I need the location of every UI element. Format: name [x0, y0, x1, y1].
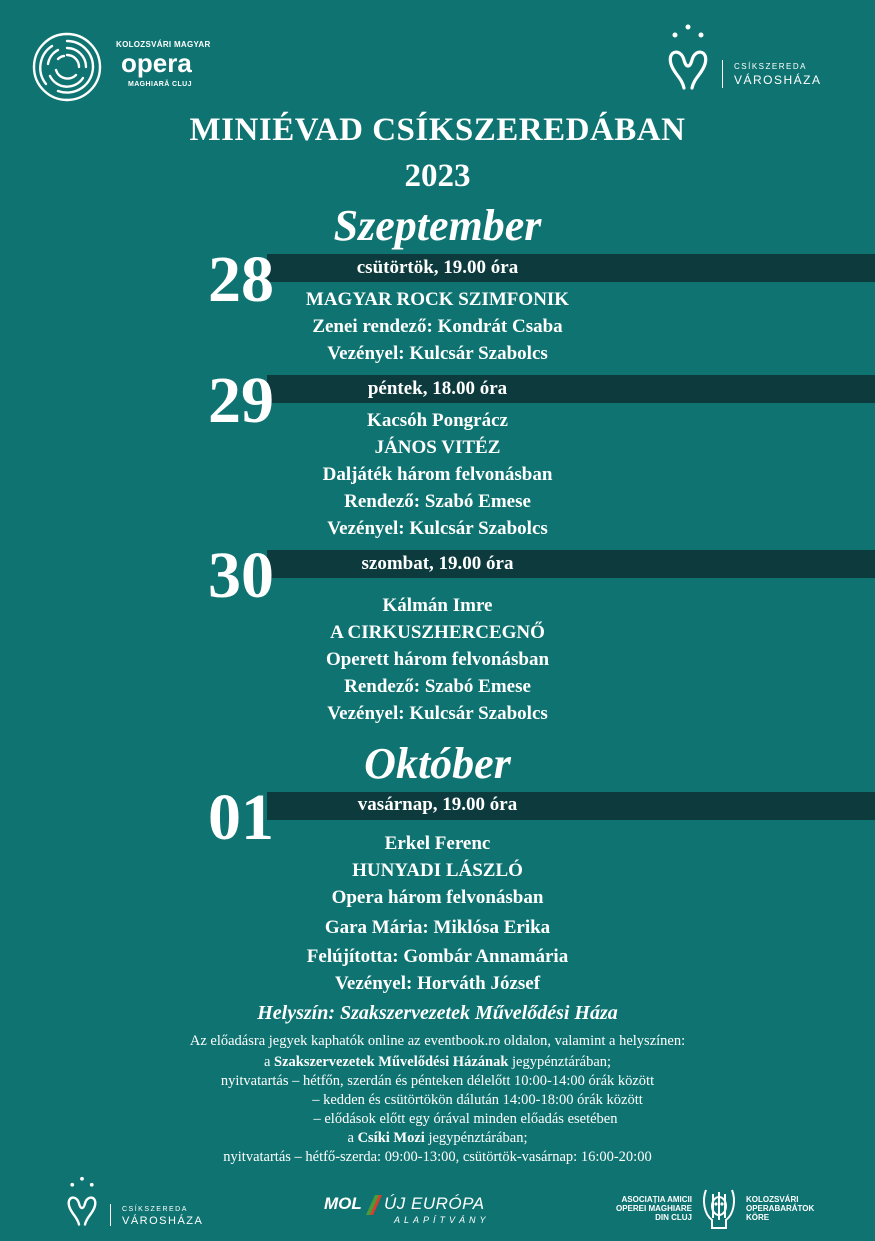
info-line: nyitvatartás – hétfőn, szerdán és pénteken délelőtt 10:00-14:00 órák között: [220, 1073, 655, 1089]
event-line: Gara Mária: Miklósa Erika: [324, 917, 551, 938]
event-day: 29: [208, 364, 274, 437]
varoshaza-emblem-icon: [64, 1174, 100, 1230]
varoshaza-logo: [664, 22, 854, 94]
event-time: péntek, 18.00 óra: [367, 378, 508, 399]
event-line: JÁNOS VITÉZ: [374, 437, 501, 458]
info-line: – kedden és csütörtökön dálután 14:00-18:00 órák között: [312, 1092, 643, 1108]
mol-name: ÚJ EURÓPA: [384, 1194, 485, 1213]
info-line: nyitvatartás – hétfő-szerda: 09:00-13:00, csütörtök-vasárnap: 16:00-20:00: [223, 1149, 652, 1165]
event-line: Vezényel: Kulcsár Szabolcs: [327, 703, 548, 724]
info-line: a Szakszervezetek Művelődési Házának jegypénztárában;: [263, 1054, 612, 1070]
mol-slash-icon: [366, 1195, 382, 1215]
varoshaza-line1: CSÍKSZEREDA: [122, 1206, 188, 1213]
info-line: Az előadásra jegyek kaphatók online az eventbook.ro oldalon, valamint a helyszínen:: [189, 1033, 686, 1049]
info-line: a Csíki Mozi jegypénztárában;: [347, 1130, 528, 1146]
event-line: Felújította: Gombár Annamária: [306, 946, 569, 967]
varoshaza-line1: CSÍKSZEREDA: [734, 62, 807, 71]
event-line: Zenei rendező: Kondrát Csaba: [312, 316, 563, 337]
event-line: Daljáték három felvonásban: [322, 464, 553, 485]
event-line: Kacsóh Pongrácz: [367, 410, 508, 431]
footer-varoshaza-logo: [64, 1174, 214, 1230]
event-time: vasárnap, 19.00 óra: [357, 794, 518, 815]
assoc-left-line: DIN CLUJ: [655, 1213, 692, 1222]
venue-name: Szakszervezetek Művelődési Házának: [274, 1054, 509, 1070]
varoshaza-emblem-icon: [664, 22, 712, 94]
mol-uj-europa-logo: [322, 1194, 502, 1230]
event-line: Erkel Ferenc: [384, 833, 491, 854]
event-line: Operett három felvonásban: [325, 649, 550, 670]
assoc-right-line: KÖRE: [746, 1213, 770, 1222]
event-line: Vezényel: Kulcsár Szabolcs: [327, 343, 548, 364]
venue: Helyszín: Szakszervezetek Művelődési Háza: [257, 1002, 618, 1024]
event-line: Kálmán Imre: [382, 595, 493, 616]
event-line: MAGYAR ROCK SZIMFONIK: [305, 289, 570, 310]
month-september: Szeptember: [333, 201, 542, 250]
association-logo: [612, 1182, 852, 1232]
opera-logo-wordmark: opera: [121, 48, 192, 78]
opera-swirl-icon: [28, 28, 106, 106]
season-year: 2023: [404, 158, 471, 194]
varoshaza-line2: VÁROSHÁZA: [122, 1215, 204, 1227]
lyre-mask-icon: [698, 1184, 740, 1230]
mol-sub: ALAPÍTVÁNY: [394, 1215, 490, 1225]
event-time: szombat, 19.00 óra: [361, 553, 514, 574]
varoshaza-line2: VÁROSHÁZA: [734, 73, 822, 87]
cinema-name: Csíki Mozi: [357, 1130, 425, 1146]
event-time: csütörtök, 19.00 óra: [356, 257, 519, 278]
opera-logo-line1: KOLOZSVÁRI MAGYAR: [116, 40, 211, 49]
opera-logo: [28, 28, 228, 108]
event-day: 28: [208, 243, 274, 316]
event-line: Opera három felvonásban: [331, 887, 544, 908]
event-line: Vezényel: Horváth József: [334, 973, 541, 994]
event-line: Rendező: Szabó Emese: [344, 676, 531, 697]
event-day: 01: [208, 781, 274, 854]
event-line: Rendező: Szabó Emese: [344, 491, 531, 512]
event-line: Vezényel: Kulcsár Szabolcs: [327, 518, 548, 539]
opera-logo-line3: MAGHIARĂ CLUJ: [128, 81, 192, 88]
info-line: – elődások előtt egy órával minden előadás esetében: [313, 1111, 618, 1127]
event-line: HUNYADI LÁSZLÓ: [352, 860, 523, 881]
assoc-right-line: KOLOZSVÁRI: [746, 1195, 799, 1204]
event-line: A CIRKUSZHERCEGNŐ: [330, 622, 545, 643]
assoc-left-line: ASOCIAȚIA AMICII: [621, 1195, 692, 1204]
assoc-left-line: OPEREI MAGHIARE: [615, 1204, 692, 1213]
mol-brand: MOL: [324, 1194, 362, 1213]
month-october: Október: [364, 739, 511, 788]
event-day: 30: [208, 539, 274, 612]
page-title: MINIÉVAD CSÍKSZEREDÁBAN: [189, 112, 686, 148]
assoc-right-line: OPERABARÁTOK: [746, 1204, 815, 1213]
